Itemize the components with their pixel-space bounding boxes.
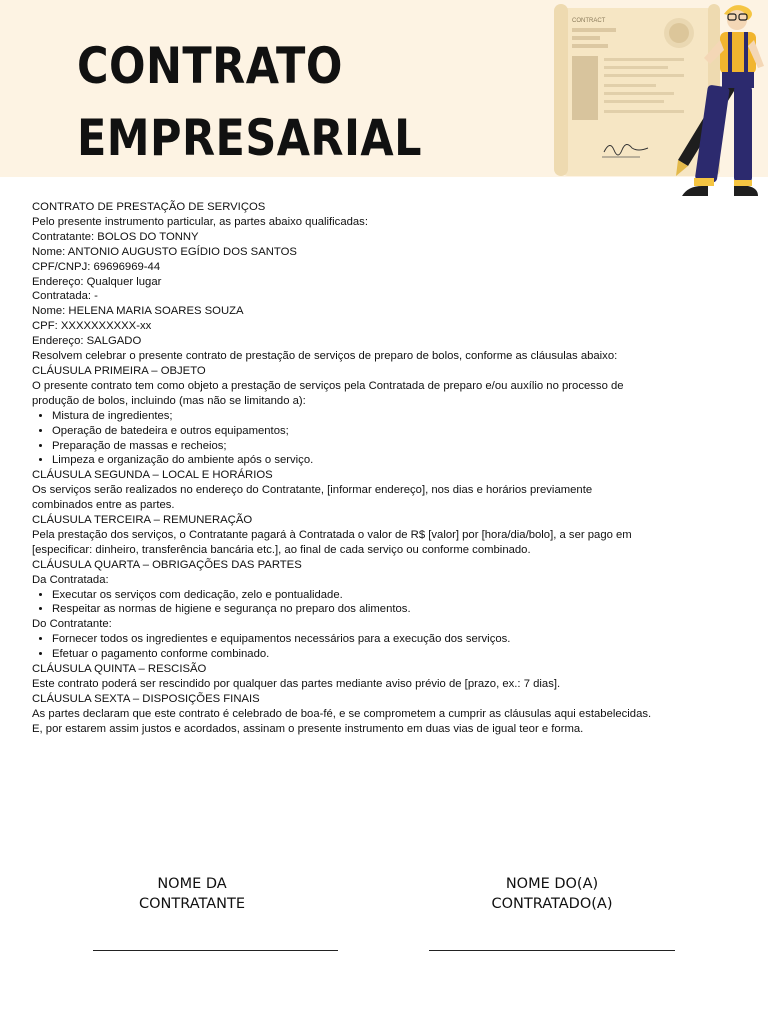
resolvem-text: Resolvem celebrar o presente contrato de prestação de serviços de preparo de bolos, conforme as cláusulas abaixo: <box>32 350 618 363</box>
clause-6-title: CLÁUSULA SEXTA – DISPOSIÇÕES FINAIS <box>32 692 260 705</box>
clause-4-contratante-list <box>32 632 652 662</box>
signature-label-line: NOME DO(A) <box>505 876 599 892</box>
list-item: • Fornecer todos os ingredientes e equipamentos necessários para a execução dos serviços. <box>52 632 652 647</box>
clause-5-title: CLÁUSULA QUINTA – RESCISÃO <box>32 663 207 676</box>
contract-illustration <box>548 0 768 210</box>
clause-1-text: O presente contrato tem como objeto a prestação de serviços pela Contratada de preparo e/ou auxílio no processo de produção de bolos, incluindo (mas não se limitando a): <box>32 379 624 407</box>
contract-label: CONTRACT <box>572 18 606 24</box>
signature-label-line: CONTRATADO(A) <box>491 896 613 912</box>
document-title <box>77 30 422 174</box>
list-item: • Efetuar o pagamento conforme combinado. <box>52 647 652 662</box>
list-item: • Operação de batedeira e outros equipamentos; <box>52 424 652 439</box>
closing-text: E, por estarem assim justos e acordados, assinam o presente instrumento em duas vias de igual teor e forma. <box>32 722 584 735</box>
clause-5-text: Este contrato poderá ser rescindido por qualquer das partes mediante aviso prévio de [prazo, ex.: 7 dias]. <box>32 678 561 690</box>
contratante-document: CPF/CNPJ: 69696969-44 <box>32 260 161 273</box>
clause-1-list <box>32 409 652 469</box>
list-item: • Executar os serviços com dedicação, zelo e pontualidade. <box>52 588 652 603</box>
signature-line-contratante <box>93 950 338 951</box>
contratante-name: Nome: ANTONIO AUGUSTO EGÍDIO DOS SANTOS <box>32 245 297 258</box>
clause-4-title: CLÁUSULA QUARTA – OBRIGAÇÕES DAS PARTES <box>32 558 302 571</box>
contratada-line: Contratada: - <box>32 290 98 303</box>
clause-6-text: As partes declaram que este contrato é celebrado de boa-fé, e se comprometem a cumprir as cláusulas aqui estabelecidas. <box>32 707 652 720</box>
clause-2-title: CLÁUSULA SEGUNDA – LOCAL E HORÁRIOS <box>32 469 273 482</box>
clause-4-contratante-label: Do Contratante: <box>32 618 112 631</box>
contratada-address: Endereço: SALGADO <box>32 335 142 348</box>
contract-body <box>32 200 652 737</box>
clause-2-text: Os serviços serão realizados no endereço do Contratante, [informar endereço], nos dias e horários previamente combinados entre as partes. <box>32 484 593 512</box>
title-line-2: EMPRESARIAL <box>77 109 422 167</box>
signature-label-line: NOME DA <box>157 876 227 892</box>
list-item: • Preparação de massas e recheios; <box>52 439 652 454</box>
signature-contratada <box>452 874 652 914</box>
signature-line-contratada <box>429 950 675 951</box>
list-item: • Respeitar as normas de higiene e segurança no preparo dos alimentos. <box>52 602 652 617</box>
signature-contratante <box>92 874 292 914</box>
clause-1-title: CLÁUSULA PRIMEIRA – OBJETO <box>32 364 206 377</box>
list-item: • Mistura de ingredientes; <box>52 409 652 424</box>
clause-3-text: Pela prestação dos serviços, o Contratante pagará à Contratada o valor de R$ [valor] por [hora/dia/bolo], a ser pago em [especificar: dinheiro, transferência bancária etc.], ao final de cada serviço ou conforme combinado. <box>32 528 632 556</box>
title-line-1: CONTRATO <box>77 37 343 95</box>
contract-heading: CONTRATO DE PRESTAÇÃO DE SERVIÇOS <box>32 201 266 213</box>
clause-4-contratada-list <box>32 588 652 618</box>
clause-4-contratada-label: Da Contratada: <box>32 573 109 586</box>
contratante-address: Endereço: Qualquer lugar <box>32 275 162 288</box>
signature-label-line: CONTRATANTE <box>138 896 246 912</box>
contratada-document: CPF: XXXXXXXXXX-xx <box>32 320 152 333</box>
clause-3-title: CLÁUSULA TERCEIRA – REMUNERAÇÃO <box>32 514 253 527</box>
list-item: • Limpeza e organização do ambiente após o serviço. <box>52 453 652 468</box>
intro-text: Pelo presente instrumento particular, as partes abaixo qualificadas: <box>32 215 368 228</box>
contratante-line: Contratante: BOLOS DO TONNY <box>32 230 199 243</box>
contratada-name: Nome: HELENA MARIA SOARES SOUZA <box>32 305 244 318</box>
